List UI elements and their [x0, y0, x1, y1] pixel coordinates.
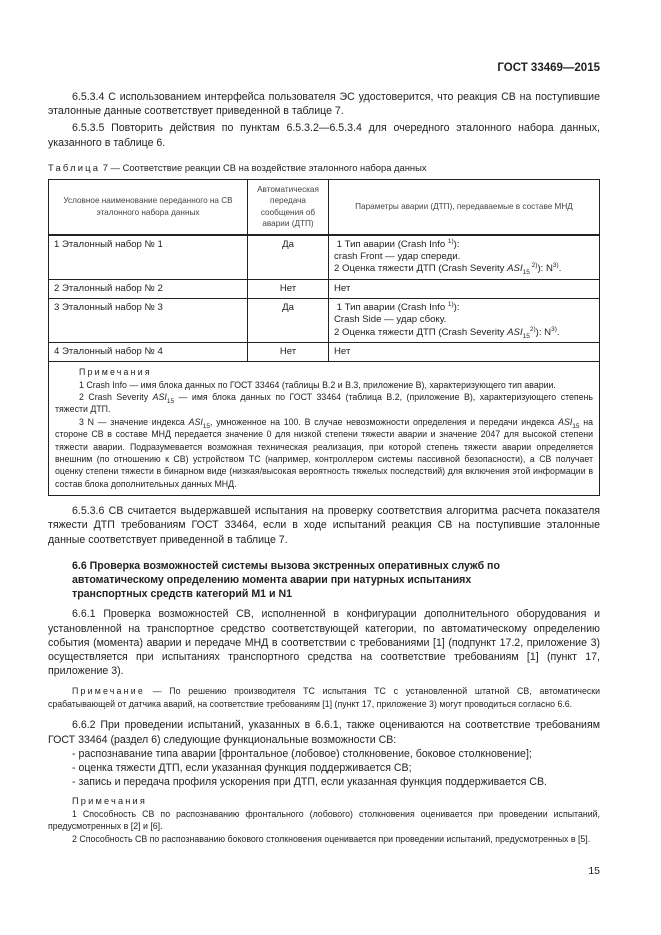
list-item: - запись и передача профиля ускорения при ДТП, если указанная функция поддерживается СВ. — [72, 776, 547, 789]
capabilities-list — [48, 747, 600, 790]
caption-label: Таблица — [48, 161, 101, 173]
column-header: Параметры аварии (ДТП), передаваемые в составе МНД — [329, 179, 600, 235]
table-7 — [48, 179, 600, 496]
list-item: - распознавание типа аварии [фронтальное (лобовое) столкновение, боковое столкновение]; — [72, 747, 532, 760]
document-page — [48, 0, 600, 917]
paragraph-6-6-1: 6.6.1 Проверка возможностей СВ, исполненной в конфигурации дополнительного оборудования и установленной на транспортное средство соответствующей категории, по автоматическому определению события (момента) аварии и передаче МНД в соответствии с требованиями [1] (подпункт 17.2, приложение 3) осуществляется при испытаниях транспортного средства на соответствие требованиям [1] (пункт 17, приложение 3). — [48, 608, 600, 678]
cell-auto: Нет — [248, 279, 329, 298]
cell-auto: Да — [248, 235, 329, 279]
note-3: 3 N — значение индекса $ASI_{15}$, умноженное на 100. В случае невозможности определения и передачи индекса $ASI_{15}$ на стороне СВ в составе МНД передается значение 0 для низкой степени тяжести аварии и значение 2047 для высокой степени тяжести аварии. Подразумевается возможная техническая реализация, при которой степень тяжести аварии определяется внешним (по отношению к СВ) устройством ТС (например, контроллером системы пассивной безопасности), а СВ получает оценку степени тяжести в бинарном виде (низкая/высокая вероятность тяжелых последствий) для включения этой информации в состав блока дополнительных данных МНД. — [55, 416, 594, 489]
paragraph-6-5-3-5: 6.5.3.5 Повторить действия по пунктам 6.5.3.2—6.5.3.4 для очередного эталонного набора данных, указанного в таблице 6. — [48, 122, 600, 149]
cell-name: 1 Эталонный набор № 1 — [49, 235, 248, 279]
cell-params: Нет — [329, 279, 600, 298]
table-row — [49, 279, 600, 298]
caption-text: 7 — Соответствие реакции СВ на воздействие эталонного набора данных — [100, 161, 427, 173]
note-1: 1 Способность СВ по распознаванию фронтального (лобового) столкновения оценивается при проведении испытаний, предусмотренных в [2] и [6]. — [48, 808, 600, 832]
table-row — [49, 235, 600, 279]
cell-params: Нет — [329, 342, 600, 361]
paragraph-6-6-2: 6.6.2 При проведении испытаний, указанных в 6.6.1, также оцениваются на соответствие требованиям ГОСТ 33464 (раздел 6) следующие функциональные возможности СВ: — [48, 719, 600, 746]
table-notes-row — [49, 362, 600, 496]
cell-auto: Нет — [248, 342, 329, 361]
cell-params: 1 Тип аварии (Crash Info $^{1)}$): crash Front — удар спереди. 2 Оценка тяжести ДТП (Crash Severity $ASI_{15}$ $^{2)}$): $N^{3)}$. — [329, 235, 600, 279]
section-note: Примечание — По решению производителя ТС испытания ТС с установленной штатной СВ, автоматически срабатывающей от датчика аварий, на соответствие требованиям [1] (пункт 17, приложение 3) могут проводиться согласно 6.6. — [48, 686, 600, 709]
notes-title: Примечания — [72, 796, 148, 807]
page-number: 15 — [588, 864, 600, 877]
cell-params: 1 Тип аварии (Crash Info $^{1)}$): Crash Side — удар сбоку. 2 Оценка тяжести ДТП (Crash Severity $ASI_{15}^{2)}$): $N^{3)}$. — [329, 299, 600, 343]
paragraph-6-5-3-4: 6.5.3.4 С использованием интерфейса пользователя ЭС удостоверится, что реакция СВ на поступившие эталонные данные соответствует приведенной в таблице 7. — [48, 91, 600, 118]
list-item: - оценка тяжести ДТП, если указанная функция поддерживается СВ; — [72, 761, 412, 774]
notes-title: Примечания — [79, 367, 152, 378]
table-notes — [49, 362, 600, 496]
table-row — [49, 299, 600, 343]
cell-name: 3 Эталонный набор № 3 — [49, 299, 248, 343]
note-1: 1 Crash Info — имя блока данных по ГОСТ 33464 (таблицы В.2 и В.3, приложение В), характеризующего тип аварии. — [79, 379, 556, 390]
section-6-6-heading: 6.6 Проверка возможностей системы вызова экстренных оперативных служб по автоматическому определению момента аварии при натурных испытаниях транспортных средств категорий М1 и N1 — [72, 559, 500, 601]
cell-name: 2 Эталонный набор № 2 — [49, 279, 248, 298]
table-caption — [48, 162, 600, 174]
table-header-row — [49, 179, 600, 235]
column-header: Автоматическая передача сообщения об аварии (ДТП) — [248, 179, 329, 235]
note-2: 2 Способность СВ по распознаванию бокового столкновения оценивается при проведении испытаний, предусмотренных в [5]. — [72, 833, 591, 844]
paragraph-6-5-3-6: 6.5.3.6 СВ считается выдержавшей испытания на проверку соответствия алгоритма расчета показателя тяжести ДТП требованиям ГОСТ 33464, если в ходе испытаний реакция СВ на поступившие эталонные данные соответствует приведенной в таблице 7. — [48, 505, 600, 546]
table-row — [49, 342, 600, 361]
document-id-header: ГОСТ 33469—2015 — [497, 62, 600, 74]
cell-name: 4 Эталонный набор № 4 — [49, 342, 248, 361]
note-2: 2 Crash Severity $ASI_{15}$ — имя блока данных по ГОСТ 33464 (таблица В.2, (приложение В), характеризующего степень тяжести ДТП. — [55, 392, 594, 415]
cell-auto: Да — [248, 299, 329, 343]
column-header: Условное наименование переданного на СВ эталонного набора данных — [49, 179, 248, 235]
